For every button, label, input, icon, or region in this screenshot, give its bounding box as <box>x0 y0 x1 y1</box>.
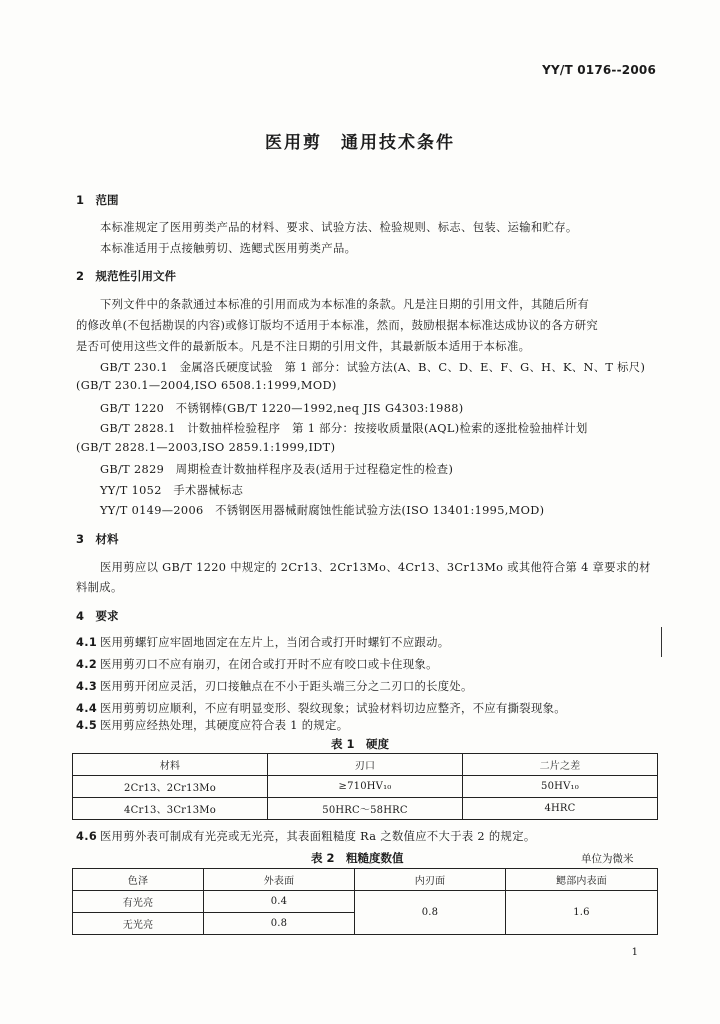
table-header-cell: 二片之差 <box>463 754 658 776</box>
table-header-cell: 色泽 <box>73 869 204 891</box>
section-1-paragraph-1: 本标准规定了医用剪类产品的材料、要求、试验方法、检验规则、标志、包装、运输和贮存。 <box>100 221 578 234</box>
table-header-row <box>73 869 658 891</box>
section-3-paragraph-line-1: 医用剪应以 GB/T 1220 中规定的 2Cr13、2Cr13Mo、4Cr13、3Cr13Mo 或其他符合第 4 章要求的材 <box>100 561 651 574</box>
section-2-intro-line-3: 是否可使用这些文件的最新版本。凡是不注日期的引用文件，其最新版本适用于本标准。 <box>76 340 531 353</box>
table-1-caption: 表 1 硬度 <box>331 737 390 751</box>
section-1-paragraph-2: 本标准适用于点接触剪切、选鳃式医用剪类产品。 <box>100 242 357 255</box>
table-cell: 1.6 <box>506 891 658 935</box>
table-cell: 4Cr13、3Cr13Mo <box>73 798 268 820</box>
table-header-cell: 外表面 <box>204 869 355 891</box>
table-header-row <box>73 754 658 776</box>
table-2-unit: 单位为微米 <box>581 853 634 865</box>
requirement-number: 4.6 <box>76 830 98 843</box>
reference-line: (GB/T 230.1—2004,ISO 6508.1:1999,MOD) <box>76 379 337 392</box>
requirement-item <box>76 700 566 716</box>
standard-number: YY/T 0176--2006 <box>542 63 656 77</box>
requirement-item <box>76 656 438 672</box>
requirement-text: 医用剪刃口不应有崩刃，在闭合或打开时不应有咬口或卡住现象。 <box>100 658 438 671</box>
section-1-heading: 1 范围 <box>76 193 119 207</box>
document-title: 医用剪 通用技术条件 <box>265 133 455 153</box>
page-number: 1 <box>631 947 638 958</box>
requirement-text: 医用剪外表可制成有光亮或无光亮，其表面粗糙度 Ra 之数值应不大于表 2 的规定。 <box>100 830 536 843</box>
table-cell: 有光亮 <box>73 891 204 913</box>
table-cell: 0.8 <box>204 913 355 935</box>
table-cell: 2Cr13、2Cr13Mo <box>73 776 268 798</box>
table-header-cell: 内刃面 <box>355 869 506 891</box>
requirement-item <box>76 828 536 844</box>
hardness-table <box>72 753 658 820</box>
section-3-paragraph-line-2: 料制成。 <box>76 581 123 594</box>
table-cell: 0.8 <box>355 891 506 935</box>
requirement-number: 4.1 <box>76 636 98 649</box>
reference-line: YY/T 0149—2006 不锈钢医用器械耐腐蚀性能试验方法(ISO 13401:1995,MOD) <box>100 504 545 517</box>
section-4-heading: 4 要求 <box>76 609 119 623</box>
reference-line: YY/T 1052 手术器械标志 <box>100 484 244 497</box>
requirement-text: 医用剪剪切应顺利，不应有明显变形、裂纹现象；试验材料切边应整齐，不应有撕裂现象。 <box>100 702 566 715</box>
table-row <box>73 776 658 798</box>
section-2-intro-line-1: 下列文件中的条款通过本标准的引用而成为本标准的条款。凡是注日期的引用文件，其随后所有 <box>100 298 590 311</box>
section-2-heading: 2 规范性引用文件 <box>76 269 177 283</box>
section-3-heading: 3 材料 <box>76 532 119 546</box>
reference-line: (GB/T 2828.1—2003,ISO 2859.1:1999,IDT) <box>76 441 336 454</box>
table-header-cell: 刃口 <box>268 754 463 776</box>
section-2-intro-line-2: 的修改单(不包括勘误的内容)或修订版均不适用于本标准，然而，鼓励根据本标准达成协议的各方研究 <box>76 319 598 332</box>
table-header-cell: 材料 <box>73 754 268 776</box>
table-2-caption: 表 2 粗糙度数值 <box>311 851 404 865</box>
table-cell: 0.4 <box>204 891 355 913</box>
table-cell: 4HRC <box>463 798 658 820</box>
requirement-item <box>76 634 449 650</box>
requirement-item <box>76 717 348 733</box>
requirement-item <box>76 678 473 694</box>
table-cell: 50HV₁₀ <box>463 776 658 798</box>
reference-line: GB/T 2828.1 计数抽样检验程序 第 1 部分：按接收质量限(AQL)检索的逐批检验抽样计划 <box>100 422 588 435</box>
requirement-number: 4.2 <box>76 658 98 671</box>
table-header-cell: 鳃部内表面 <box>506 869 658 891</box>
requirement-text: 医用剪开闭应灵活，刃口接触点在不小于距头端三分之二刃口的长度处。 <box>100 680 473 693</box>
reference-line: GB/T 2829 周期检查计数抽样程序及表(适用于过程稳定性的检查) <box>100 463 454 476</box>
requirement-text: 医用剪应经热处理，其硬度应符合表 1 的规定。 <box>100 719 349 732</box>
reference-line: GB/T 1220 不锈钢棒(GB/T 1220—1992,neq JIS G4303:1988) <box>100 402 464 415</box>
table-cell: ≥710HV₁₀ <box>268 776 463 798</box>
margin-mark <box>661 627 662 657</box>
table-cell: 50HRC～58HRC <box>268 798 463 820</box>
requirement-number: 4.3 <box>76 680 98 693</box>
requirement-text: 医用剪螺钉应牢固地固定在左片上，当闭合或打开时螺钉不应跟动。 <box>100 636 450 649</box>
reference-line: GB/T 230.1 金属洛氏硬度试验 第 1 部分：试验方法(A、B、C、D、E、F、G、H、K、N、T 标尺) <box>100 361 646 374</box>
requirement-number: 4.5 <box>76 719 98 732</box>
table-cell: 无光亮 <box>73 913 204 935</box>
requirement-number: 4.4 <box>76 702 98 715</box>
table-row <box>73 798 658 820</box>
table-row <box>73 891 658 913</box>
roughness-table <box>72 868 658 935</box>
